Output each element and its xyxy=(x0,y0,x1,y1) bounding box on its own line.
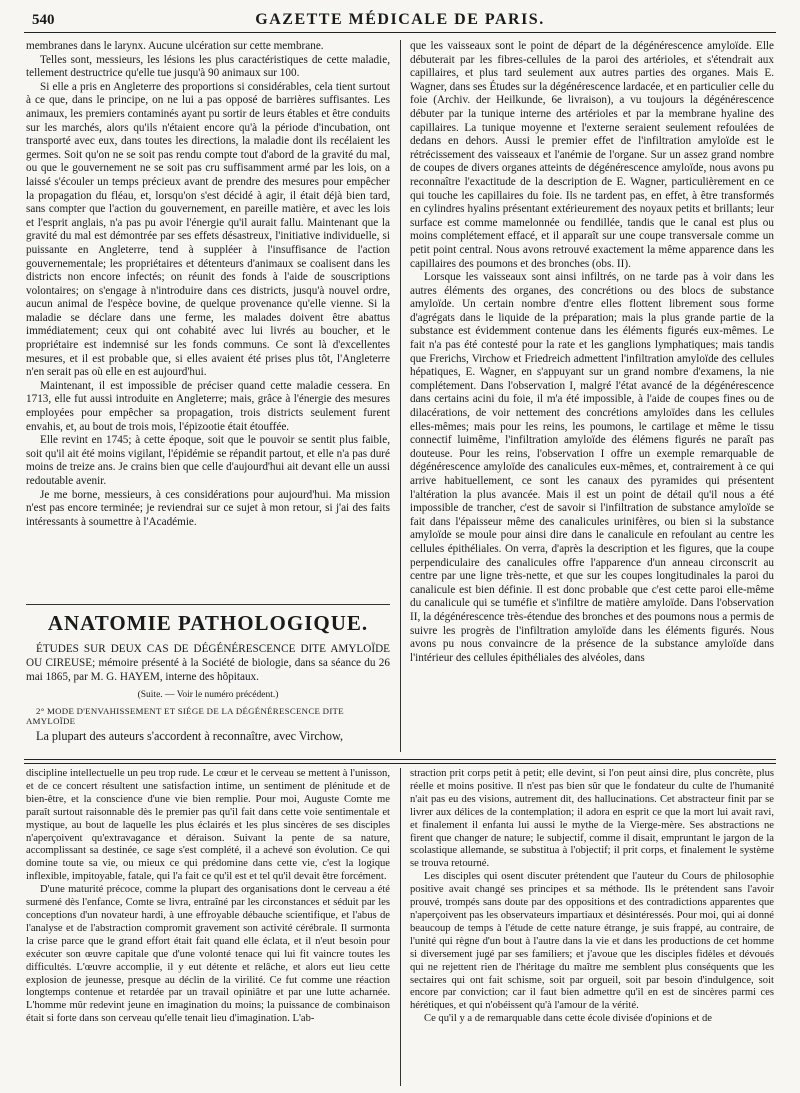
paragraph: Elle revint en 1745; à cette époque, soit que le pouvoir se sentit plus faible, soit qu'il ait été moins vigilant, l'épidémie se répandit partout, et elle n'a pas duré moins de treize ans. Je crains bien que celle d'aujourd'hui ait devant elle un aussi redoutable avenir. xyxy=(26,434,390,487)
paragraph: Lorsque les vaisseaux sont ainsi infiltrés, on ne tarde pas à voir dans les autres éléments des organes, des concrétions ou des blocs de substance amyloïde. Un certain nombre d'entre elles flottent librement sous forme d'agrégats dans le liquide de la préparation; mais la plus grande partie de la substance est évidemment contenue dans les éléments figurés eux-mêmes. Le fait n'a pas été contesté pour la rate et les ganglions lymphatiques; mais tandis que Frerichs, Virchow et Friedreich admettent l'infiltration amyloïde des cellules hépatiques, E. Wagner, en s'appuyant sur un grand nombre d'examens, la nie complétement. Dans l'observation I, malgré l'état avancé de la dégénérescence dans certains acini du foie, il m'a été impossible, à l'aide de coupes fines ou de dilacérations, de voir nettement des concrétions amyloïdes dans les cellules elles-mêmes; mais pour les reins, les poumons, le cartilage et même le tissu connectif luimême, l'infiltration amyloïde des élémens figurés ne paraît pas douteuse. Pour les reins, l'observation I offre un exemple remarquable de dégénérescence amyloïde des canalicules eux-mêmes, et, contrairement à ce qui arrive habituellement, ce sont les canaux des pyramides qui présentent l'altération la plus avancée. Mais il est un point de détail qu'il nous a été impossible de trancher, c'est de savoir si l'infiltration de substance amyloïde se fait dans l'épaisseur même des canalicules urinifères, ou bien si la substance amyloïde se moule pour ainsi dire dans le canalicule en refoulant au centre les cellules épithéliales. On verra, d'après la description et les figures, que la coupe perpendiculaire des canalicules offre l'apparence d'un anneau circonscrit au centre par une ligne très-nette, et que sur les coupes longitudinales la paroi du canalicule est bien définie. Il est donc probable que c'est cette paroi elle-même du canalicule qui se tuméfie et s'infiltre de matière amyloïde. Dans l'observation II, la dégénérescence très-étendue des bronches et des poumons nous a permis de suivre les progrès de l'infiltration amyloïde dans les éléments figurés. Nous avons pu nous convaincre de la présence de la substance amyloïde dans l'intérieur des cellules épithéliales des alvéoles, dans xyxy=(410,271,774,664)
page-header xyxy=(24,10,776,33)
journal-title: GAZETTE MÉDICALE DE PARIS. xyxy=(255,11,545,28)
paragraph: que les vaisseaux sont le point de départ de la dégénérescence amyloïde. Elle débuterait par les fibres-cellules de la paroi des artérioles, et s'étendrait aux capillaires, et plus tard seulement aux autres parties des organes. Mais E. Wagner, dans ses Études sur la dégénérescence lardacée, et en particulier celle du foie (Archiv. der Heilkunde, 6e livraison), a vu toujours la dégénérescence débuter par la tunique interne des artérioles et par la membrane hyaline des capillaires. La tunique moyenne et l'externe seraient seulement refoulées de dedans en dehors. Aussi le premier effet de l'infiltration amyloïde est le rétrécissement des vaisseaux et l'anémie de l'organe. Sur un assez grand nombre de coupes de divers organes atteints de dégénérescence amyloïde, nous avons pu reconnaître l'exactitude de la description de E. Wagner, particulièrement en ce qui touche les capillaires du foie. Ils ne tardent pas, en effet, à être transformés en cylindres hyalins présentant extérieurement des noyaux petits et brillants; leur surface est comme mamelonnée ou fendillée, tandis que le canal est plus ou moins complétement effacé, et il apparaît sur une coupe transversale comme un petit point central. Nous avons retrouvé exactement la même apparence dans les capillaires des poumons et des bronches (obs. II). xyxy=(410,40,774,270)
column-divider-top xyxy=(400,40,401,752)
paragraph: Je me borne, messieurs, à ces considérations pour aujourd'hui. Ma mission n'est pas encore terminée; je reviendrai sur ce sujet à mon retour, si j'ai des faits intéressants à soumettre à l'Académie. xyxy=(26,488,390,528)
lead-paragraph: La plupart des auteurs s'accordent à reconnaître, avec Virchow, xyxy=(36,729,344,743)
paragraph: Si elle a pris en Angleterre des proportions si considérables, cela tient surtout à ce que, dans le principe, on ne lui a pas opposé de barrières suffisantes. Les animaux, les premiers contaminés ayant pu sortir de leurs étables et être conduits sur les marchés, alors qu'ils n'étaient encore qu'à la période d'incubation, ont transporté avec eux, dans toutes les directions, la maladie dont ils recélaient les germes. Soit qu'on ne se soit pas rendu compte tout d'abord de la gravité du mal, ou que le gouvernement ne se soit pas cru suffisamment armé par les lois, on a laissé s'écouler un temps précieux avant de prendre des mesures pour empêcher la propagation du fléau, et, lorsqu'on s'est décidé à agir, il était déjà bien tard, sans compter que l'action du gouvernement, en pareille matière, et avec les lois et l'esprit anglais, n'a pas pu avoir l'énergie qu'il aurait fallu. Maintenant que la gravité du mal est démontrée par ses effets désastreux, l'initiative individuelle, si puissante en Angleterre, tend à suppléer à l'insuffisance de l'action gouvernementale; les propriétaires et détenteurs d'animaux se coalisent dans les districts non encore infectés; on réunit des fonds à l'aide de souscriptions volontaires; on s'engage à n'introduire dans ces districts, jusqu'à nouvel ordre, aucun animal de l'espèce bovine, de quelque provenance qu'elle vienne. Si la maladie se déclare dans une ferme, les malades doivent être abattus immédiatement; ceux qui ont cohabité avec lui livrés au boucher, et le propriétaire est indemnisé sur les fonds communs. Ce sont là d'excellentes mesures, et il est probable que, si elles avaient été prises plus tôt, l'Angleterre n'en serait pas où elle en est aujourd'hui. xyxy=(26,80,390,379)
section-title: ANATOMIE PATHOLOGIQUE. xyxy=(26,604,390,636)
column-top-left xyxy=(26,40,390,600)
paragraph: discipline intellectuelle un peu trop rude. Le cœur et le cerveau se mettent à l'unisson, et de ce concert résultent une satisfaction intime, un sentiment de plénitude et de bien-être, et la conscience d'une vie bien remplie. Pour moi, Auguste Comte me paraît surtout raisonnable dès le premier pas qu'il fait dans cette voie sentimentale et mystique, au bout de laquelle les plus éclairés et les plus sincères de ses disciples n'aperçoivent qu'extravagance et déraison. Suivant la pente de sa nature, accomplissant sa destinée, ce sage s'est complété, il a achevé son évolution. Ce qui domine toute sa vie, ou mieux ce qui prédomine dans cette vie, c'est la logique inflexible, impitoyable, fatale, qui l'a fait ce qu'il est et tel qu'il devait être forcément. xyxy=(26,768,390,883)
section-anatomie-pathologique xyxy=(26,604,390,756)
page-number: 540 xyxy=(32,12,55,28)
column-top-right xyxy=(410,40,774,754)
column-divider-bottom xyxy=(400,768,401,1086)
paragraph: Les disciples qui osent discuter prétendent que l'auteur du Cours de philosophie positive avait changé ses principes et sa méthode. Ils le prétendent sans l'avoir prouvé, trompés sans doute par des oppositions et des contradictions apparentes que n'aperçoivent pas les observateurs impartiaux et désintéressés. Pour moi, qui ai donné beaucoup de temps à l'étude de cette nature étrange, je suis frappé, au contraire, de l'unité qui règne d'un bout à l'autre dans la vie et dans les productions de cet homme si diversement jugé par ses familiers; et j'avoue que les disciples fidèles et dévoués qui ne rejettent rien de l'héritage du maître me semblent plus conséquents que les sectaires qui ont fait schisme, soit par orgueil, soit par besoin d'indulgence, soit encore par conviction; car il faut bien admettre qu'il en est de sincères parmi ces hérétiques, et qui n'obéissent qu'à l'amour de la vérité. xyxy=(410,871,774,1012)
article-title: ÉTUDES SUR DEUX CAS DE DÉGÉNÉRESCENCE DITE AMYLOÏDE OU CIREUSE; mémoire présenté à la Société de biologie, dans sa séance du 26 mai 1865, par M. G. HAYEM, interne des hôpitaux. xyxy=(26,643,390,683)
paragraph: membranes dans le larynx. Aucune ulcération sur cette membrane. xyxy=(26,40,324,52)
continuation-note: (Suite. — Voir le numéro précédent.) xyxy=(137,690,279,700)
paragraph: straction prit corps petit à petit; elle devint, si l'on peut ainsi dire, plus concrète, plus réelle et moins positive. Il n'est pas bien sûr que le fondateur du culte de l'humanité n'ait pas eu des visions, autrement dit, des hallucinations. Cet abstracteur finit par se livrer aux délices de la contemplation; il adora en esprit ce que la mort lui avait ravi, et finalement il enfanta lui aussi le mythe de la Vierge-mère. Ses abstractions ne firent que changer de nature; le subjectif, comme il disait, empruntant le jargon de la scolastique allemande, se substitua à l'objectif; il prit corps, et finalement le système se trouva retourné. xyxy=(410,768,774,870)
feuilleton-column-right xyxy=(410,768,774,1086)
paragraph: Telles sont, messieurs, les lésions les plus caractéristiques de cette maladie, tellement destructrice qu'elle tue jusqu'à 90 animaux sur 100. xyxy=(26,53,390,80)
paragraph: Ce qu'il y a de remarquable dans cette école divisée d'opinions et de xyxy=(424,1013,712,1025)
feuilleton-divider xyxy=(24,759,776,764)
paragraph: Maintenant, il est impossible de préciser quand cette maladie cessera. En 1713, elle fut aussi introduite en Angleterre; mais, grâce à l'énergie des mesures employées pour empêcher sa propagation, trois districts seulement furent envahis, et, au bout de trois mois, l'épizootie était étouffée. xyxy=(26,379,390,433)
feuilleton-column-left xyxy=(26,768,390,1086)
paragraph: D'une maturité précoce, comme la plupart des organisations dont le cerveau a été surmené dès l'enfance, Comte se livra, entraîné par les circonstances et séduit par les conceptions d'un novateur hardi, à une effroyable débauche scientifique, et l'abus de l'analyse et de l'abstraction compromit gravement son activité cérébrale. Il surmonta la crise parce que le grand effort était fait quand elle éclata, et il n'eut besoin pour exécuter son œuvre capitale que d'une volonté tenace qui lui fit vaincre toutes les difficultés. L'œuvre accomplie, il y eut détente et relâche, et alors eut lieu cette explosion de jeunesse, presque au déclin de la virilité. Ce fut comme une réaction longtemps contenue et retardée par un travail opiniâtre et par une lutte acharnée. L'homme mûr redevint jeune en imagination du moins; la puissance de combinaison était si forte dans son cerveau qu'elle tenait lieu d'imagination. L'ab- xyxy=(26,884,390,1025)
subheading: 2° MODE D'ENVAHISSEMENT ET SIÉGE DE LA DÉGÉNÉRESCENCE DITE AMYLOÏDE xyxy=(26,706,344,726)
